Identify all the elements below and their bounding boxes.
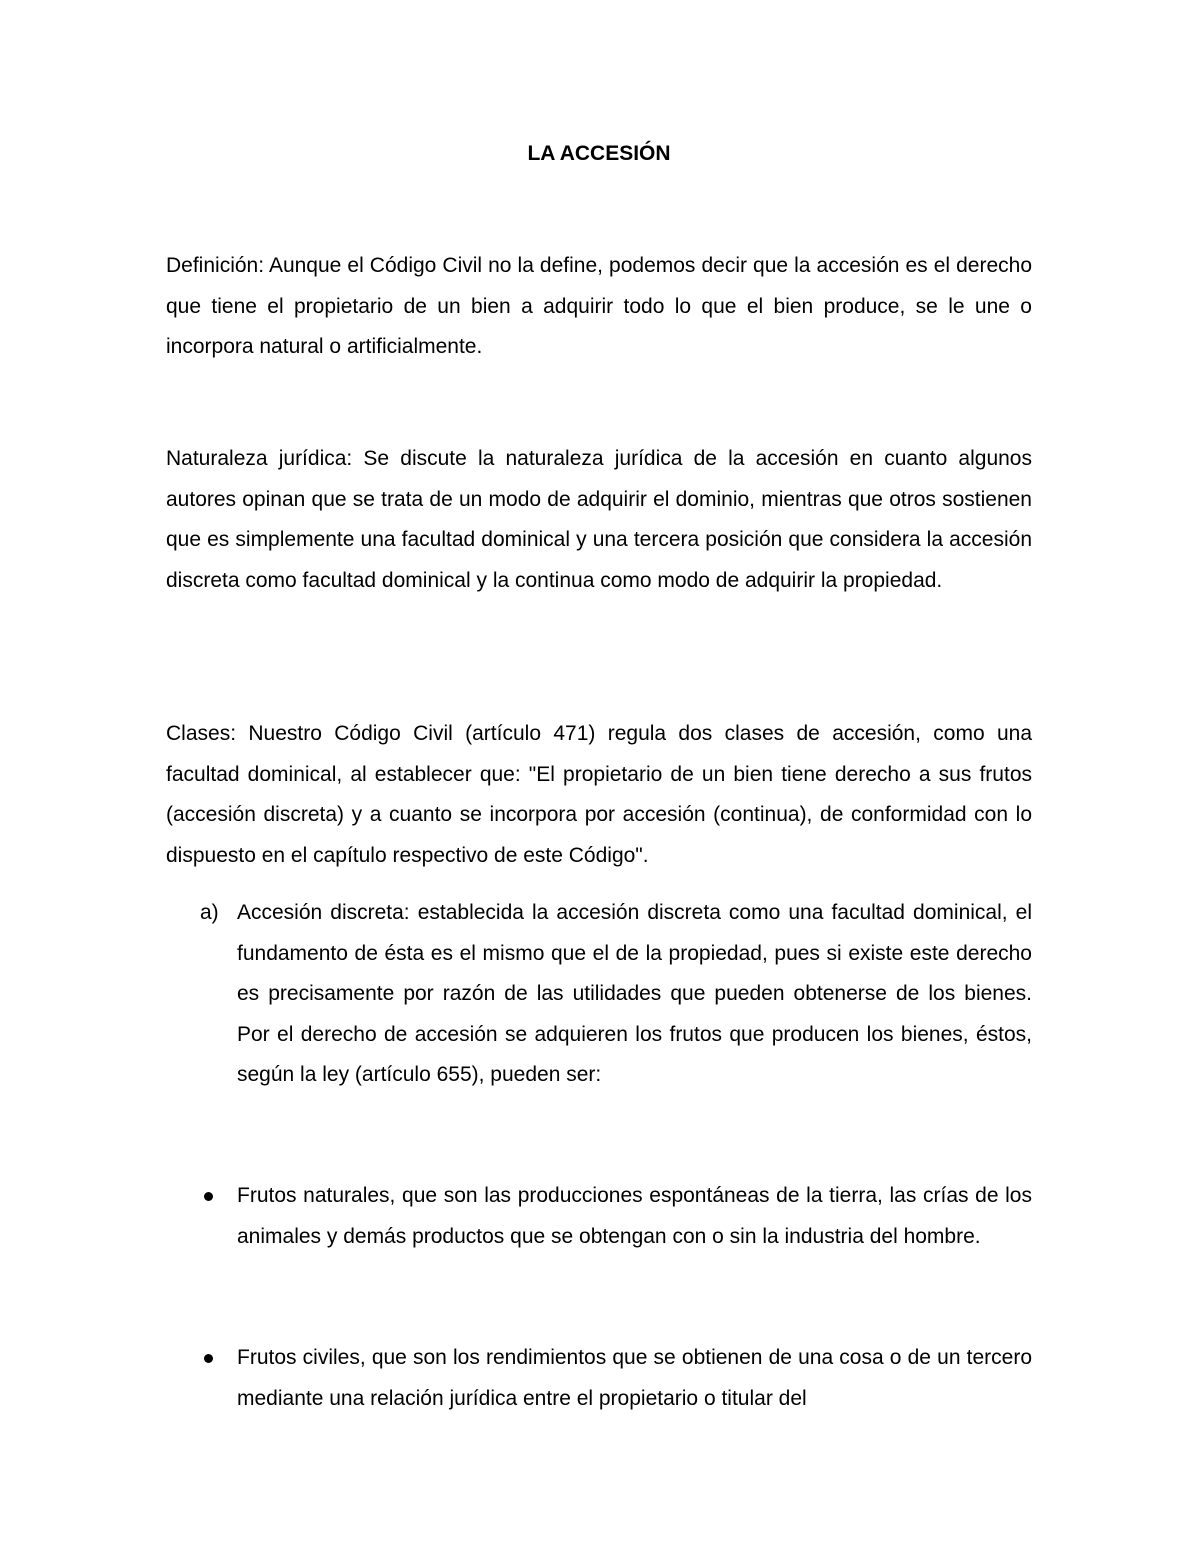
accesion-discreta-text: Accesión discreta: establecida la accesión discreta como una facultad dominical, el fundamento de ésta es el mismo que el de la propiedad, pues si existe este derecho es precisamente por razón de las utilidades que pueden obtenerse de los bienes. Por el derecho de accesión se adquieren los frutos que producen los bienes, éstos, según la ley (artículo 655), pueden ser:: [237, 901, 1032, 1086]
document-page: [166, 0, 1032, 1553]
frutos-civiles-text: Frutos civiles, que son los rendimientos que se obtienen de una cosa o de un tercero mediante una relación jurídica entre el propietario o titular del: [237, 1346, 1032, 1410]
clases-paragraph: Clases: Nuestro Código Civil (artículo 471) regula dos clases de accesión, como una facultad dominical, al establecer que: "El propietario de un bien tiene derecho a sus frutos (accesión discreta) y a cuanto se incorpora por accesión (continua), de conformidad con lo dispuesto en el capítulo respectivo de este Código".: [166, 722, 1032, 867]
frutos-naturales-text: Frutos naturales, que son las producciones espontáneas de la tierra, las crías de los animales y demás productos que se obtengan con o sin la industria del hombre.: [237, 1184, 1032, 1248]
list-marker: a): [200, 901, 219, 924]
definicion-paragraph: Definición: Aunque el Código Civil no la define, podemos decir que la accesión es el derecho que tiene el propietario de un bien a adquirir todo lo que el bien produce, se le une o incorpora natural o artificialmente.: [166, 254, 1032, 358]
document-title: LA ACCESIÓN: [527, 142, 671, 165]
naturaleza-paragraph: Naturaleza jurídica: Se discute la naturaleza jurídica de la accesión en cuanto algunos autores opinan que se trata de un modo de adquirir el dominio, mientras que otros sostienen que es simplemente una facultad dominical y una tercera posición que considera la accesión discreta como facultad dominical y la continua como modo de adquirir la propiedad.: [166, 447, 1032, 592]
bullet-icon: [204, 1354, 213, 1363]
bullet-icon: [204, 1192, 213, 1201]
